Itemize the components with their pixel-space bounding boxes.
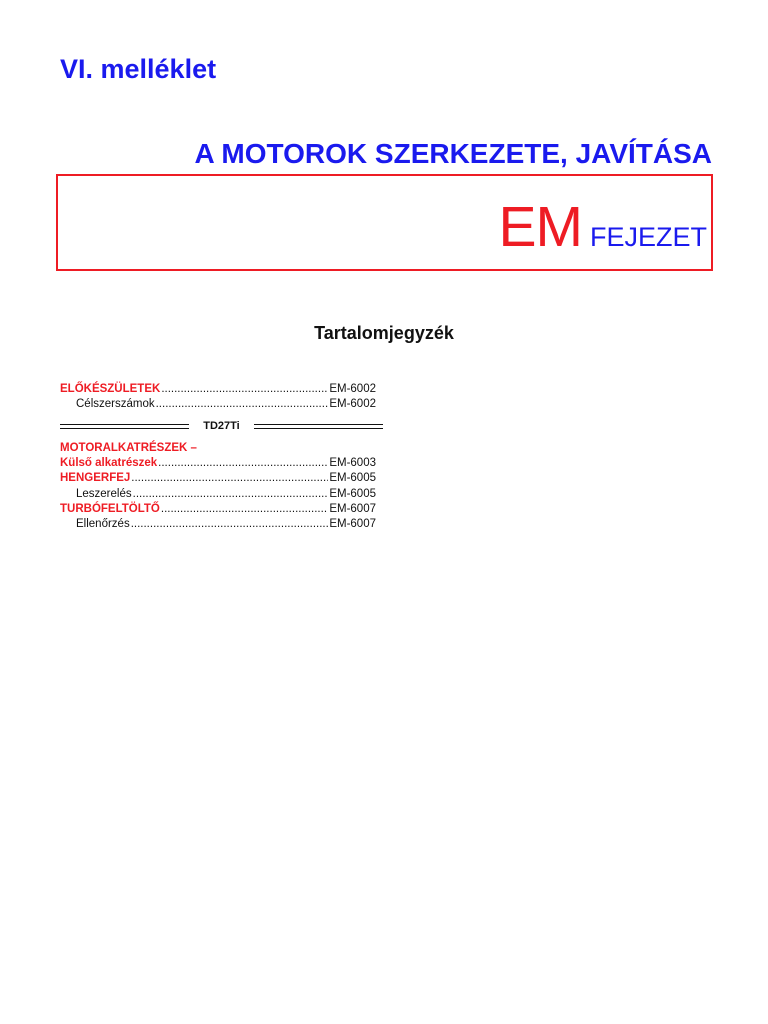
toc-entry-label: HENGERFEJ [60, 472, 131, 485]
chapter-line [498, 194, 707, 260]
chapter-code: EM [498, 195, 582, 259]
toc-entry-label: Célszerszámok [76, 398, 155, 411]
divider-rule-right [254, 424, 383, 429]
engine-code: TD27Ti [203, 419, 240, 432]
toc-entry-page: EM-6002 [329, 383, 376, 395]
page-title: A MOTOROK SZERKEZETE, JAVÍTÁSA [194, 138, 712, 169]
dot-leader [131, 471, 328, 486]
table-of-contents [60, 382, 376, 533]
dot-leader [161, 502, 328, 517]
toc-entry-page: EM-6005 [329, 472, 376, 485]
annex-label: VI. melléklet [60, 54, 217, 84]
dot-leader [158, 456, 328, 471]
toc-entry-celszerszamok[interactable] [60, 397, 376, 412]
dot-leader [133, 487, 329, 502]
toc-entry-label: Leszerelés [76, 487, 132, 500]
divider-rule-left [60, 424, 189, 429]
toc-entry-label: TURBÓFELTÖLTŐ [60, 503, 160, 516]
dot-leader [161, 382, 328, 397]
dot-leader [131, 517, 329, 532]
toc-section-heading: MOTORALKATRÉSZEK – [60, 441, 197, 454]
chapter-box [56, 174, 713, 271]
toc-entry-turbofeltolto[interactable] [60, 502, 376, 517]
toc-heading: Tartalomjegyzék [314, 323, 454, 343]
toc-entry-kulso-alkatreszek[interactable] [60, 456, 376, 471]
toc-entry-page: EM-6007 [329, 518, 376, 531]
toc-entry-page: EM-6002 [329, 398, 376, 411]
chapter-word: FEJEZET [589, 222, 707, 252]
toc-entry-page: EM-6005 [329, 487, 376, 500]
toc-entry-hengerfej[interactable] [60, 471, 376, 486]
toc-entry-elokeszuletek[interactable] [60, 382, 376, 397]
toc-entry-label: ELŐKÉSZÜLETEK [60, 383, 161, 395]
toc-entry-ellenorzes[interactable] [60, 517, 376, 532]
toc-entry-label: Külső alkatrészek [60, 457, 158, 470]
dot-leader [156, 397, 329, 412]
toc-entry-page: EM-6007 [329, 503, 376, 516]
toc-entry-leszereles[interactable] [60, 487, 376, 502]
toc-entry-page: EM-6003 [329, 457, 376, 470]
toc-entry-label: Ellenőrzés [76, 518, 130, 531]
engine-divider [60, 419, 383, 434]
